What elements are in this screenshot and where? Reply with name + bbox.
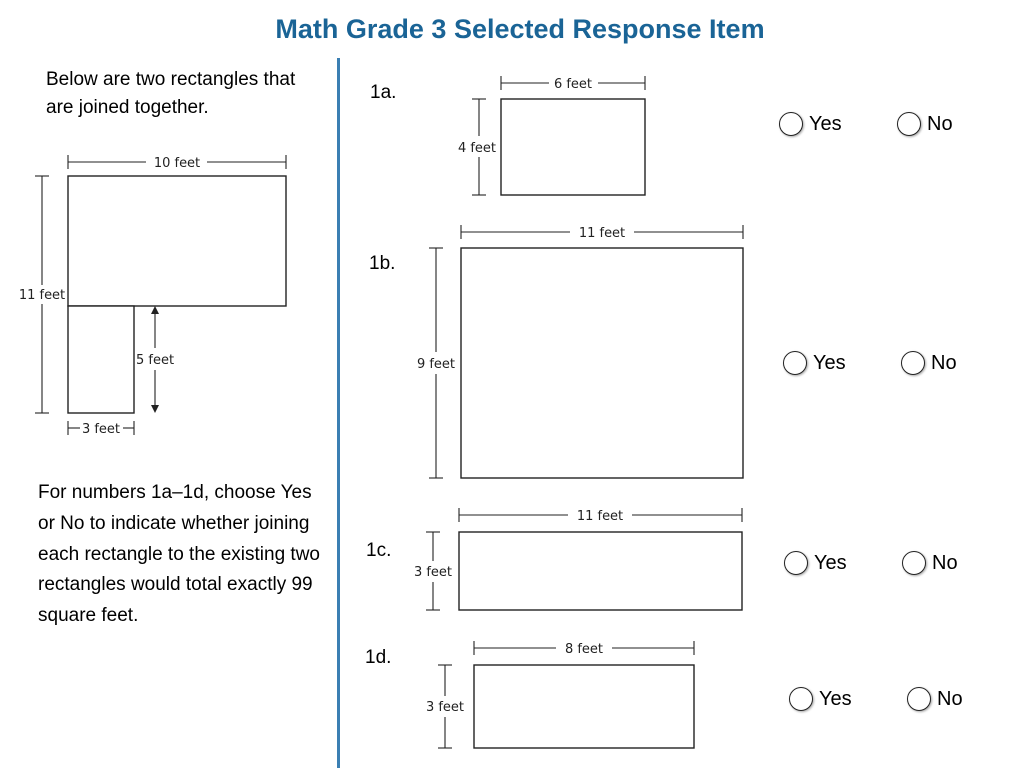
figure-1c-width: 11 feet (576, 509, 624, 524)
radio-button[interactable] (783, 351, 807, 375)
radio-button[interactable] (901, 351, 925, 375)
radio-button[interactable] (907, 687, 931, 711)
figure-1d-height: 3 feet (425, 700, 465, 715)
figure-1c (414, 508, 742, 610)
question-1a-no-option[interactable] (897, 112, 953, 136)
rectangle-1d (474, 665, 694, 748)
radio-button[interactable] (897, 112, 921, 136)
question-1b-label: 1b. (369, 253, 396, 274)
top-width-label: 10 feet (153, 156, 201, 171)
rectangle-1c (459, 532, 742, 610)
figure-1c-height: 3 feet (413, 565, 453, 580)
question-1b-no-option[interactable] (901, 351, 957, 375)
no-label: No (931, 351, 957, 374)
figure-1d (426, 641, 694, 748)
rectangle-1b (461, 248, 743, 478)
question-1c-yes-option[interactable] (784, 551, 847, 575)
question-1d-label: 1d. (365, 647, 392, 668)
radio-button[interactable] (789, 687, 813, 711)
yes-label: Yes (814, 551, 847, 574)
bottom-height-label: 5 feet (136, 353, 175, 368)
radio-button[interactable] (902, 551, 926, 575)
radio-button[interactable] (779, 112, 803, 136)
question-1d-no-option[interactable] (907, 687, 963, 711)
bottom-width-label: 3 feet (81, 422, 121, 437)
no-label: No (932, 551, 958, 574)
figure-1b-width: 11 feet (578, 226, 626, 241)
question-1c-label: 1c. (366, 540, 392, 561)
figure-1a-width: 6 feet (553, 77, 593, 92)
question-1c-no-option[interactable] (902, 551, 958, 575)
figure-1a (458, 76, 645, 195)
no-label: No (927, 112, 953, 135)
question-1b-yes-option[interactable] (783, 351, 846, 375)
no-label: No (937, 687, 963, 710)
total-height-label: 11 feet (18, 288, 66, 303)
question-1d-yes-option[interactable] (789, 687, 852, 711)
figure-1b-height: 9 feet (416, 357, 456, 372)
figure-1a-height: 4 feet (457, 141, 497, 156)
question-1a-yes-option[interactable] (779, 112, 842, 136)
intro-text: Below are two rectangles that are joined together. (46, 69, 296, 118)
figure-1d-width: 8 feet (564, 642, 604, 657)
instructions-text: For numbers 1a–1d, choose Yes or No to indicate whether joining each rectangle to the existing two rectangles would total exactly 99 square feet. (38, 482, 321, 627)
question-1a-label: 1a. (370, 82, 397, 103)
rectangle-1a (501, 99, 645, 195)
yes-label: Yes (809, 112, 842, 135)
figure-1b (417, 225, 743, 478)
yes-label: Yes (813, 351, 846, 374)
page-title: Math Grade 3 Selected Response Item (275, 14, 765, 44)
yes-label: Yes (819, 687, 852, 710)
radio-button[interactable] (784, 551, 808, 575)
